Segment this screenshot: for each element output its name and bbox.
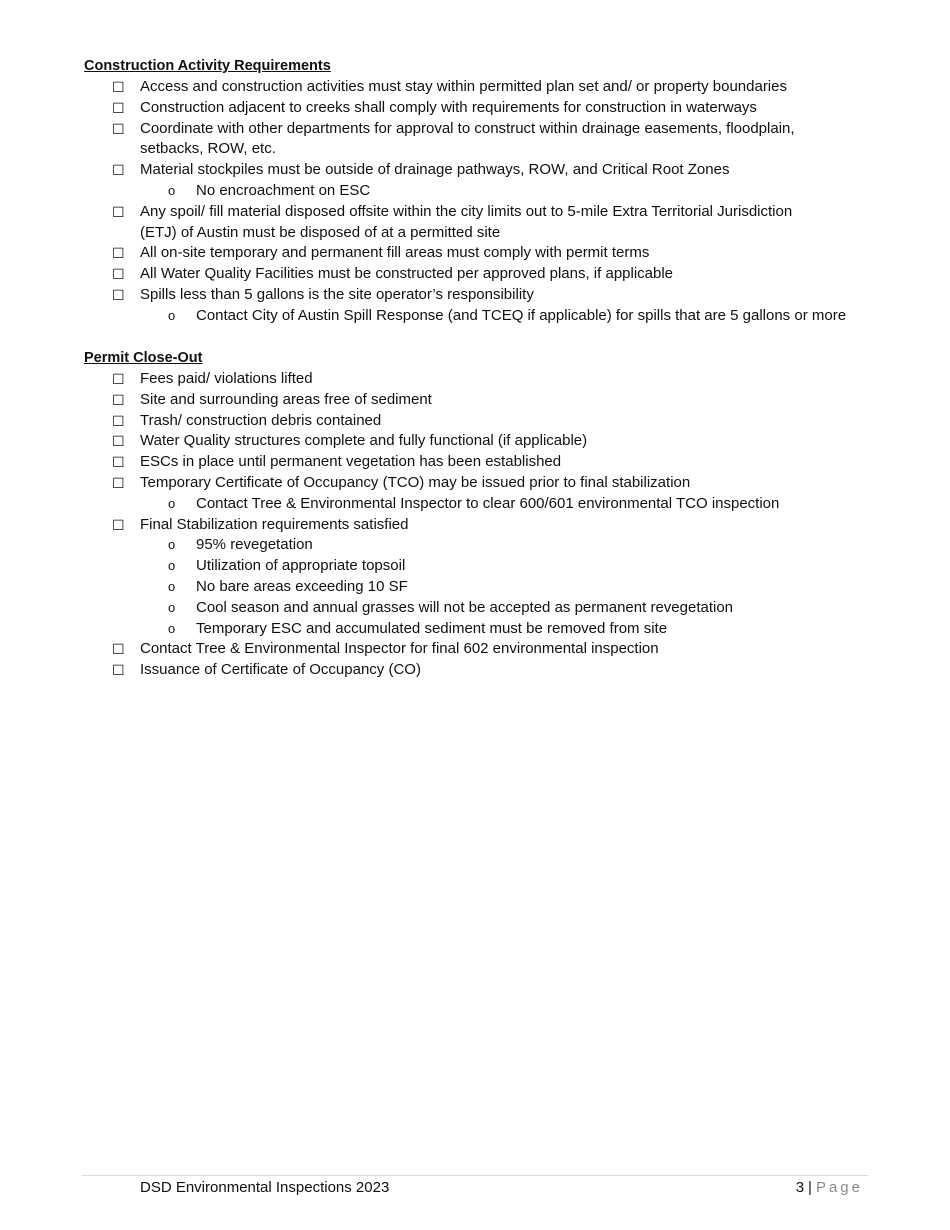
bullet-icon: o [168, 599, 176, 615]
checkbox-icon: ☐ [112, 203, 125, 220]
item-text: Cool season and annual grasses will not be accepted as permanent revegetation [196, 598, 734, 616]
page-number: 3 [795, 1179, 805, 1196]
item-text: Trash/ construction debris contained [140, 411, 382, 429]
item-text: Fees paid/ violations lifted [140, 370, 313, 387]
footer-divider [82, 1175, 868, 1176]
section-heading: Construction Activity Requirements [84, 58, 331, 74]
item-text: Temporary ESC and accumulated sediment must be removed from site [196, 619, 668, 637]
checkbox-icon: ☐ [112, 162, 125, 179]
checkbox-icon: ☐ [112, 120, 125, 137]
item-text: No encroachment on ESC [196, 182, 371, 199]
checkbox-icon: ☐ [112, 454, 125, 471]
item-text: setbacks, ROW, etc. [140, 140, 276, 158]
checkbox-icon: ☐ [112, 287, 125, 303]
bullet-icon: o [168, 558, 176, 574]
item-text: Contact Tree & Environmental Inspector for final 602 environmental inspection [140, 640, 659, 658]
item-text: Access and construction activities must stay within permitted plan set and/ or property boundaries [140, 78, 787, 95]
section-heading: Permit Close-Out [84, 350, 203, 366]
item-text: All on-site temporary and permanent fill areas must comply with permit terms [140, 244, 650, 262]
checkbox-icon: ☐ [112, 662, 125, 679]
checkbox-icon: ☐ [112, 433, 125, 450]
checkbox-icon: ☐ [112, 412, 125, 429]
item-text: No bare areas exceeding 10 SF [196, 578, 408, 595]
item-text: Any spoil/ fill material disposed offsite within the city limits out to 5-mile Extra Territorial Jurisdiction [140, 202, 793, 220]
item-text: Contact Tree & Environmental Inspector to clear 600/601 environmental TCO inspection [196, 494, 780, 512]
item-text: 95% revegetation [196, 536, 313, 554]
item-text: Water Quality structures complete and fully functional (if applicable) [140, 432, 588, 450]
checkbox-icon: ☐ [112, 99, 125, 116]
item-text: Utilization of appropriate topsoil [196, 557, 406, 575]
item-text: (ETJ) of Austin must be disposed of at a permitted site [140, 223, 501, 241]
item-text: Contact City of Austin Spill Response (and TCEQ if applicable) for spills that are 5 gallons or more [196, 306, 847, 324]
checkbox-icon: ☐ [112, 391, 125, 408]
bullet-icon: o [168, 183, 176, 198]
item-text: Temporary Certificate of Occupancy (TCO) may be issued prior to final stabilization [140, 474, 691, 491]
page-label: Page [815, 1179, 863, 1196]
item-text: ESCs in place until permanent vegetation has been established [140, 453, 562, 471]
bullet-icon: o [168, 537, 176, 553]
item-text: Material stockpiles must be outside of drainage pathways, ROW, and Critical Root Zones [140, 161, 730, 179]
checkbox-icon: ☐ [112, 475, 125, 491]
item-text: Site and surrounding areas free of sediment [140, 390, 432, 408]
page-separator: | [808, 1179, 812, 1196]
bullet-icon: o [168, 579, 176, 594]
checkbox-icon: ☐ [112, 79, 125, 95]
footer-page-indicator [796, 1179, 863, 1197]
item-text: Issuance of Certificate of Occupancy (CO) [140, 661, 421, 679]
item-text: Coordinate with other departments for approval to construct within drainage easements, floodplain, [140, 119, 795, 137]
bullet-icon: o [168, 495, 176, 511]
checkbox-icon: ☐ [112, 371, 125, 387]
checkbox-icon: ☐ [112, 245, 125, 262]
bullet-icon: o [168, 307, 176, 323]
checkbox-icon: ☐ [112, 266, 125, 283]
item-text: All Water Quality Facilities must be constructed per approved plans, if applicable [140, 265, 674, 283]
checkbox-icon: ☐ [112, 641, 125, 658]
bullet-icon: o [168, 620, 176, 636]
item-text: Construction adjacent to creeks shall comply with requirements for construction in waterways [140, 98, 757, 116]
footer-title: DSD Environmental Inspections 2023 [140, 1179, 390, 1196]
item-text: Spills less than 5 gallons is the site operator’s responsibility [140, 286, 534, 303]
item-text: Final Stabilization requirements satisfied [140, 515, 409, 533]
checkbox-icon: ☐ [112, 516, 125, 533]
